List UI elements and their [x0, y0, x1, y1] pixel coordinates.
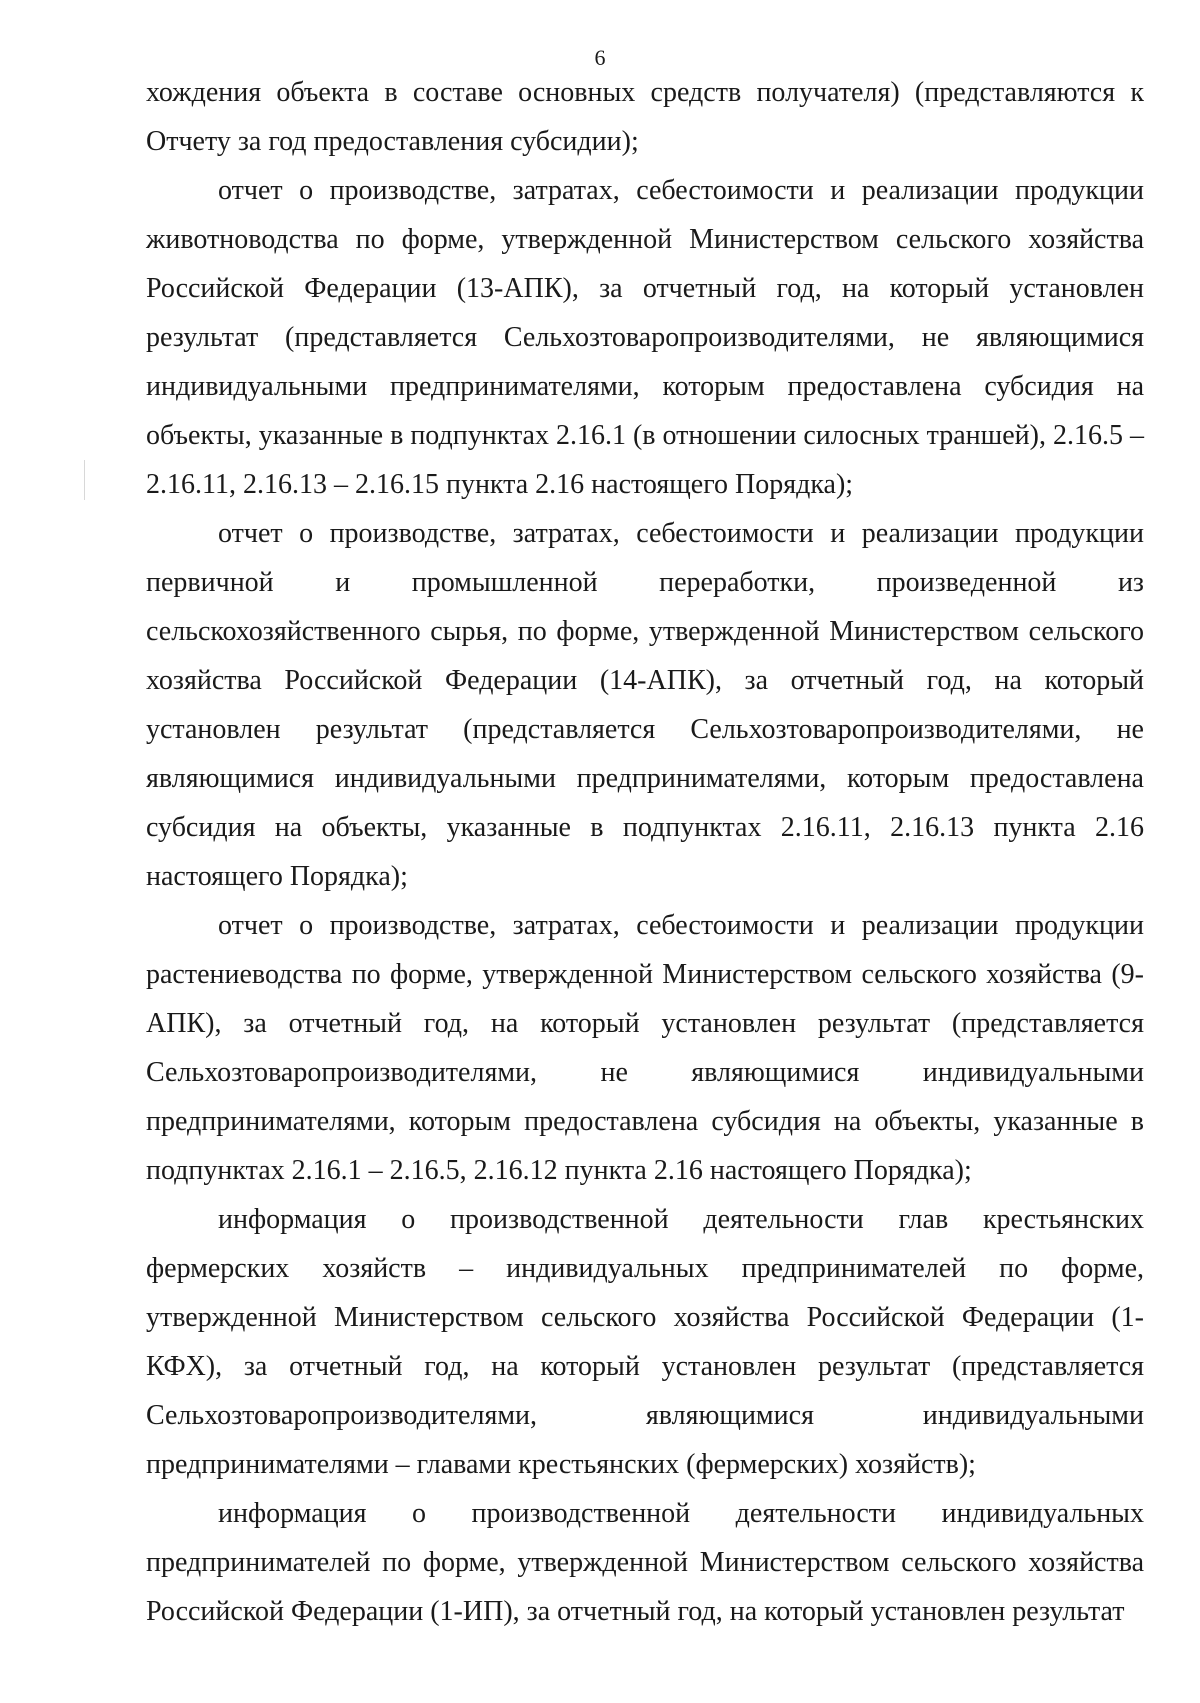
paragraph-info-1-kfh: информация о производственной деятельности глав крестьянских фермерских хозяйств – индивидуальных предпринимателей по форме, утвержденной Министерством сельского хозяйства Российской Федерации (1-КФХ), за отчетный год, на который установлен результат (представляется Сельхозтоваропроизводителями, являющимися индивидуальными предпринимателями – главами крестьянских (фермерских) хозяйств); — [146, 1204, 1144, 1480]
paragraph-report-9-apk: отчет о производстве, затратах, себестоимости и реализации продукции растениеводства по форме, утвержденной Министерством сельского хозяйства (9-АПК), за отчетный год, на который установлен результат (представляется Сельхозтоваропроизводителями, не являющимися индивидуальными предпринимателями, которым предоставлена субсидия на объекты, указанные в подпунктах 2.16.1 – 2.16.5, 2.16.12 пункта 2.16 настоящего Порядка); — [146, 910, 1144, 1186]
paragraph-report-14-apk: отчет о производстве, затратах, себестоимости и реализации продукции первичной и промышленной переработки, произведенной из сельскохозяйственного сырья, по форме, утвержденной Министерством сельского хозяйства Российской Федерации (14-АПК), за отчетный год, на который установлен результат (представляется Сельхозтоваропроизводителями, не являющимися индивидуальными предпринимателями, которым предоставлена субсидия на объекты, указанные в подпунктах 2.16.11, 2.16.13 пункта 2.16 настоящего Порядка); — [146, 518, 1144, 892]
paragraph-info-1-ip: информация о производственной деятельности индивидуальных предпринимателей по форме, утвержденной Министерством сельского хозяйства Российской Федерации (1-ИП), за отчетный год, на который установлен результат — [146, 1498, 1144, 1627]
page-number: 6 — [594, 45, 606, 70]
scan-margin-mark — [84, 460, 85, 500]
paragraph-continuation: хождения объекта в составе основных средств получателя) (представляются к Отчету за год предоставления субсидии); — [146, 77, 1144, 157]
paragraph-report-13-apk: отчет о производстве, затратах, себестоимости и реализации продукции животноводства по форме, утвержденной Министерством сельского хозяйства Российской Федерации (13-АПК), за отчетный год, на который установлен результат (представляется Сельхозтоваропроизводителями, не являющимися индивидуальными предпринимателями, которым предоставлена субсидия на объекты, указанные в подпунктах 2.16.1 (в отношении силосных траншей), 2.16.5 – 2.16.11, 2.16.13 – 2.16.15 пункта 2.16 настоящего Порядка); — [146, 175, 1144, 500]
document-body — [146, 68, 1144, 1636]
